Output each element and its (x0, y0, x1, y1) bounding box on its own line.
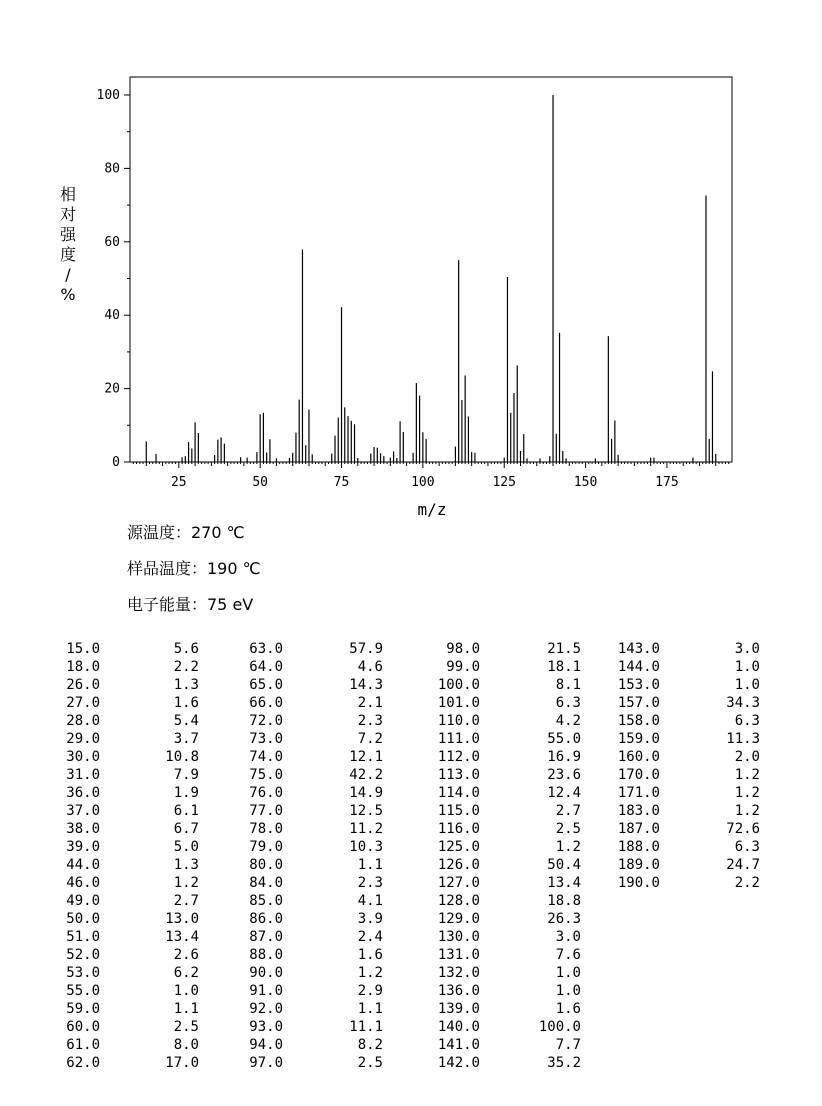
peak-intensity: 1.0 (734, 659, 760, 675)
peak-mz: 61.0 (66, 1037, 100, 1053)
peak-mz: 18.0 (66, 659, 100, 675)
peak-mz: 125.0 (437, 839, 480, 855)
peak-intensity: 18.1 (547, 659, 581, 675)
peak-intensity: 2.0 (734, 749, 760, 765)
peak-intensity: 17.0 (165, 1055, 199, 1071)
peak-mz: 62.0 (66, 1055, 100, 1071)
peak-intensity: 1.2 (555, 839, 581, 855)
peak-mz: 129.0 (437, 911, 480, 927)
peak-intensity: 2.3 (357, 875, 383, 891)
peak-mz: 30.0 (66, 749, 100, 765)
peak-mz: 128.0 (437, 893, 480, 909)
peak-intensity: 4.6 (357, 659, 383, 675)
peak-mz: 94.0 (249, 1037, 283, 1053)
peak-intensity: 5.0 (173, 839, 199, 855)
peak-intensity: 35.2 (547, 1055, 581, 1071)
peak-intensity: 6.2 (173, 965, 199, 981)
y-tick-label: 60 (104, 234, 120, 250)
peak-intensity: 10.8 (165, 749, 199, 765)
peak-mz: 99.0 (446, 659, 480, 675)
peak-mz: 65.0 (249, 677, 283, 693)
peak-mz: 97.0 (249, 1055, 283, 1071)
y-tick-label: 40 (104, 308, 120, 324)
peak-intensity: 11.3 (726, 731, 760, 747)
peak-mz: 142.0 (437, 1055, 480, 1071)
peak-intensity: 1.6 (555, 1001, 581, 1017)
peak-mz: 76.0 (249, 785, 283, 801)
peak-intensity: 3.9 (357, 911, 383, 927)
peak-intensity: 10.3 (349, 839, 383, 855)
peak-mz: 127.0 (437, 875, 480, 891)
peak-mz: 113.0 (437, 767, 480, 783)
peak-intensity: 1.1 (357, 857, 383, 873)
peak-intensity: 5.4 (173, 713, 199, 729)
peak-mz: 126.0 (437, 857, 480, 873)
peak-mz: 73.0 (249, 731, 283, 747)
peak-mz: 72.0 (249, 713, 283, 729)
peak-intensity: 2.5 (555, 821, 581, 837)
peak-intensity: 1.2 (734, 785, 760, 801)
peak-mz: 52.0 (66, 947, 100, 963)
peak-intensity: 2.1 (357, 695, 383, 711)
peak-mz: 84.0 (249, 875, 283, 891)
peak-intensity: 1.2 (734, 767, 760, 783)
peak-intensity: 42.2 (349, 767, 383, 783)
peak-intensity: 11.2 (349, 821, 383, 837)
peak-mz: 50.0 (66, 911, 100, 927)
peak-mz: 190.0 (617, 875, 660, 891)
peak-intensity: 1.0 (734, 677, 760, 693)
peak-intensity: 14.3 (349, 677, 383, 693)
peak-intensity: 2.4 (357, 929, 383, 945)
peak-mz: 187.0 (617, 821, 660, 837)
peak-intensity: 26.3 (547, 911, 581, 927)
peak-mz: 78.0 (249, 821, 283, 837)
peak-mz: 36.0 (66, 785, 100, 801)
peak-mz: 53.0 (66, 965, 100, 981)
peak-intensity: 2.6 (173, 947, 199, 963)
peak-mz: 93.0 (249, 1019, 283, 1035)
peak-intensity: 2.7 (173, 893, 199, 909)
x-tick-label: 175 (655, 475, 679, 490)
peak-intensity: 7.7 (555, 1037, 581, 1053)
peak-mz: 29.0 (66, 731, 100, 747)
peak-intensity: 50.4 (547, 857, 581, 873)
peak-intensity: 6.3 (734, 839, 760, 855)
peak-intensity: 1.6 (357, 947, 383, 963)
x-tick-label: 75 (333, 475, 350, 490)
peak-intensity: 1.2 (173, 875, 199, 891)
peak-mz: 60.0 (66, 1019, 100, 1035)
peak-mz: 171.0 (617, 785, 660, 801)
peak-mz: 66.0 (249, 695, 283, 711)
x-axis-label: m/z (417, 500, 447, 519)
peak-mz: 31.0 (66, 767, 100, 783)
peak-intensity: 1.2 (357, 965, 383, 981)
peak-intensity: 13.0 (165, 911, 199, 927)
peak-mz: 75.0 (249, 767, 283, 783)
peak-mz: 15.0 (66, 641, 100, 657)
peak-mz: 87.0 (249, 929, 283, 945)
peak-mz: 139.0 (437, 1001, 480, 1017)
peak-intensity: 11.1 (349, 1019, 383, 1035)
peak-mz: 183.0 (617, 803, 660, 819)
peak-mz: 141.0 (437, 1037, 480, 1053)
peak-mz: 115.0 (437, 803, 480, 819)
peak-mz: 114.0 (437, 785, 480, 801)
peak-mz: 132.0 (437, 965, 480, 981)
x-tick-label: 50 (252, 475, 268, 490)
peak-mz: 189.0 (617, 857, 660, 873)
peak-intensity: 1.3 (173, 857, 199, 873)
peak-intensity: 1.0 (173, 983, 199, 999)
peak-intensity: 23.6 (547, 767, 581, 783)
peak-mz: 110.0 (437, 713, 480, 729)
peak-mz: 144.0 (617, 659, 660, 675)
electron-energy: 电子能量：75 eV (127, 595, 254, 614)
peak-intensity: 3.7 (173, 731, 199, 747)
peak-mz: 46.0 (66, 875, 100, 891)
x-tick-label: 100 (411, 475, 435, 490)
peak-mz: 100.0 (437, 677, 480, 693)
peak-intensity: 5.6 (173, 641, 199, 657)
peak-intensity: 2.2 (734, 875, 760, 891)
peak-intensity: 8.1 (555, 677, 581, 693)
peak-intensity: 8.2 (357, 1037, 383, 1053)
peak-intensity: 24.7 (726, 857, 760, 873)
peak-intensity: 21.5 (547, 641, 581, 657)
peak-mz: 153.0 (617, 677, 660, 693)
peak-intensity: 1.2 (734, 803, 760, 819)
peak-intensity: 3.0 (734, 641, 760, 657)
y-axis-label: 相对强度/ % (59, 185, 77, 304)
x-tick-label: 125 (492, 475, 516, 490)
peak-intensity: 18.8 (547, 893, 581, 909)
peak-intensity: 4.2 (555, 713, 581, 729)
peak-mz: 116.0 (437, 821, 480, 837)
x-tick-label: 25 (170, 475, 187, 490)
peak-intensity: 7.6 (555, 947, 581, 963)
peak-intensity: 12.4 (547, 785, 581, 801)
peak-intensity: 13.4 (165, 929, 199, 945)
peak-mz: 92.0 (249, 1001, 283, 1017)
peak-mz: 28.0 (66, 713, 100, 729)
peak-mz: 79.0 (249, 839, 283, 855)
y-tick-label: 0 (112, 455, 120, 470)
peak-intensity: 1.9 (173, 785, 199, 801)
peak-mz: 26.0 (66, 677, 100, 693)
peak-intensity: 6.3 (734, 713, 760, 729)
peak-intensity: 1.0 (555, 965, 581, 981)
peak-mz: 143.0 (617, 641, 660, 657)
peak-intensity: 57.9 (349, 641, 383, 657)
peak-intensity: 1.0 (555, 983, 581, 999)
peak-mz: 27.0 (66, 695, 100, 711)
peak-intensity: 2.5 (357, 1055, 383, 1071)
peak-intensity: 6.3 (555, 695, 581, 711)
peak-mz: 38.0 (66, 821, 100, 837)
peak-mz: 112.0 (437, 749, 480, 765)
peak-mz: 37.0 (66, 803, 100, 819)
peak-mz: 74.0 (249, 749, 283, 765)
peak-mz: 101.0 (437, 695, 480, 711)
peak-mz: 55.0 (66, 983, 100, 999)
peak-intensity: 6.7 (173, 821, 199, 837)
peak-mz: 140.0 (437, 1019, 480, 1035)
peak-mz: 157.0 (617, 695, 660, 711)
peak-mz: 80.0 (249, 857, 283, 873)
peak-intensity: 1.3 (173, 677, 199, 693)
peak-intensity: 8.0 (173, 1037, 199, 1053)
y-tick-label: 100 (96, 88, 120, 103)
peak-intensity: 3.0 (555, 929, 581, 945)
peak-intensity: 2.5 (173, 1019, 199, 1035)
peak-mz: 111.0 (437, 731, 480, 747)
peak-intensity: 2.7 (555, 803, 581, 819)
peak-mz: 51.0 (66, 929, 100, 945)
peak-intensity: 34.3 (726, 695, 760, 711)
peak-intensity: 4.1 (357, 893, 383, 909)
peak-intensity: 14.9 (349, 785, 383, 801)
peak-mz: 64.0 (249, 659, 283, 675)
peak-mz: 49.0 (66, 893, 100, 909)
peak-mz: 160.0 (617, 749, 660, 765)
peak-mz: 188.0 (617, 839, 660, 855)
x-tick-label: 150 (573, 475, 598, 490)
peak-intensity: 1.1 (357, 1001, 383, 1017)
peak-intensity: 12.1 (349, 749, 383, 765)
peak-mz: 39.0 (66, 839, 100, 855)
peak-mz: 77.0 (249, 803, 283, 819)
peak-intensity: 7.9 (173, 767, 199, 783)
peak-intensity: 2.2 (173, 659, 199, 675)
peak-intensity: 6.1 (173, 803, 199, 819)
peak-mz: 59.0 (66, 1001, 100, 1017)
peak-mz: 90.0 (249, 965, 283, 981)
peak-mz: 85.0 (249, 893, 283, 909)
peak-intensity: 2.9 (357, 983, 383, 999)
peak-intensity: 1.1 (173, 1001, 199, 1017)
peak-mz: 158.0 (617, 713, 660, 729)
peak-intensity: 7.2 (357, 731, 383, 747)
peak-intensity: 12.5 (349, 803, 383, 819)
peak-mz: 63.0 (249, 641, 283, 657)
y-tick-label: 80 (104, 161, 120, 177)
peak-mz: 131.0 (437, 947, 480, 963)
y-tick-label: 20 (104, 381, 120, 397)
peak-intensity: 13.4 (547, 875, 581, 891)
peak-mz: 98.0 (446, 641, 480, 657)
peak-intensity: 72.6 (726, 821, 760, 837)
peak-intensity: 1.6 (173, 695, 199, 711)
peak-mz: 136.0 (437, 983, 480, 999)
peak-mz: 86.0 (249, 911, 283, 927)
peak-mz: 88.0 (249, 947, 283, 963)
peak-mz: 44.0 (66, 857, 100, 873)
peak-intensity: 100.0 (538, 1019, 581, 1035)
peak-intensity: 55.0 (547, 731, 581, 747)
peak-mz: 130.0 (437, 929, 480, 945)
peak-mz: 159.0 (617, 731, 660, 747)
source-temperature: 源温度：270 ℃ (127, 523, 245, 542)
peak-intensity: 16.9 (547, 749, 581, 765)
peak-mz: 170.0 (617, 767, 660, 783)
peak-mz: 91.0 (249, 983, 283, 999)
peak-intensity: 2.3 (357, 713, 383, 729)
sample-temperature: 样品温度：190 ℃ (127, 559, 261, 578)
